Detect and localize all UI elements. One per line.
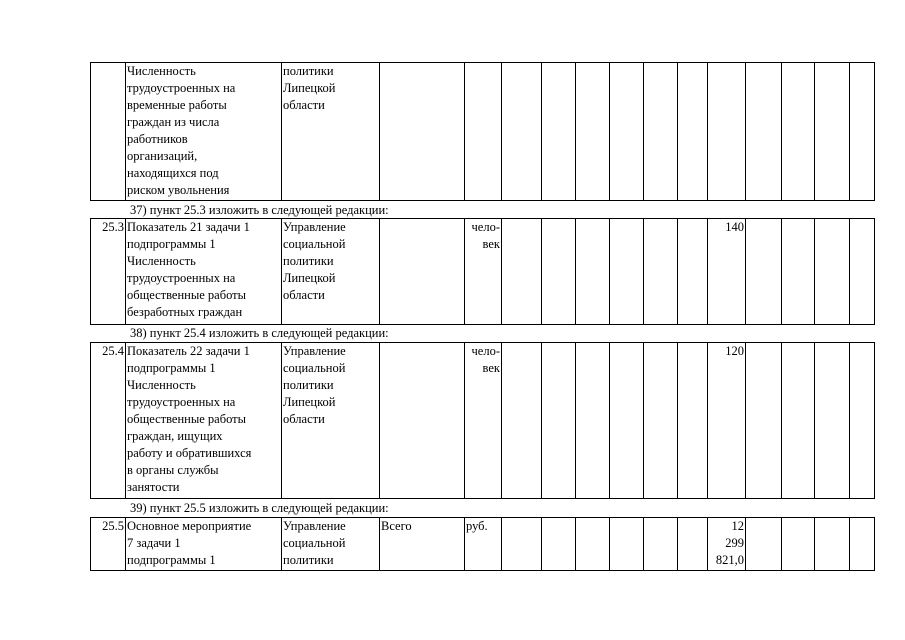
empty-cell [610,63,644,201]
empty-cell [850,219,875,325]
table-block-25-3 [90,218,875,325]
source-cell: Всего [380,518,465,571]
empty-cell [815,63,850,201]
empty-cell [576,63,610,201]
indicator-line: 7 задачи 1 [127,536,181,550]
empty-cell [678,518,708,571]
empty-cell [850,518,875,571]
unit-line: чело- [471,220,500,234]
indicator-line: подпрограммы 1 [127,237,216,251]
indicator-cell [126,219,282,325]
empty-cell [610,219,644,325]
empty-cell [644,518,678,571]
table-block-25-4 [90,342,875,499]
table-row [91,343,875,499]
indicator-line: занятости [127,480,180,494]
indicator-line: трудоустроенных на [127,271,236,285]
empty-cell [610,518,644,571]
table-row [91,219,875,325]
empty-cell [746,219,782,325]
responsible-line: области [283,288,325,302]
indicator-line: трудоустроенных на [127,395,236,409]
responsible-line: Липецкой [283,271,336,285]
row-number-cell [91,63,126,201]
empty-cell [815,343,850,499]
empty-cell [782,518,815,571]
amendment-note-39: 39) пункт 25.5 изложить в следующей редакции: [130,501,389,515]
source-cell [380,343,465,499]
value-cell: 120 [708,343,746,499]
value-cell: 140 [708,219,746,325]
empty-cell [502,63,542,201]
table-row [91,518,875,571]
indicator-line: находящихся под [127,166,219,180]
empty-cell [465,63,502,201]
indicator-line: Основное мероприятие [127,519,252,533]
empty-cell [644,219,678,325]
indicator-line: в органы службы [127,463,219,477]
indicator-line: подпрограммы 1 [127,361,216,375]
empty-cell [502,343,542,499]
empty-cell [746,518,782,571]
indicator-line: трудоустроенных на [127,81,236,95]
empty-cell [815,219,850,325]
empty-cell [678,343,708,499]
source-cell [380,219,465,325]
responsible-line: социальной [283,536,346,550]
empty-cell [502,518,542,571]
indicator-line: Численность [127,254,196,268]
indicator-line: работников [127,132,188,146]
unit-line: век [482,361,500,375]
row-number-cell: 25.5 [91,518,126,571]
indicator-line: общественные работы [127,412,247,426]
indicator-line: организаций, [127,149,198,163]
indicator-line: безработных граждан [127,305,243,319]
empty-cell [502,219,542,325]
indicator-line: Численность [127,378,196,392]
empty-cell [678,63,708,201]
unit-cell: руб. [465,518,502,571]
empty-cell [815,518,850,571]
empty-cell [542,343,576,499]
indicator-line: Показатель 21 задачи 1 [127,220,250,234]
empty-cell [746,343,782,499]
indicator-line: граждан, ищущих [127,429,223,443]
empty-cell [850,343,875,499]
unit-line: чело- [471,344,500,358]
empty-cell [576,343,610,499]
responsible-cell [282,518,380,571]
indicator-line: Показатель 22 задачи 1 [127,344,250,358]
responsible-line: политики [283,254,334,268]
responsible-line: Липецкой [283,81,336,95]
responsible-line: области [283,98,325,112]
indicator-cell [126,518,282,571]
empty-cell [542,63,576,201]
table-block-continuation [90,62,875,201]
amendment-note-38: 38) пункт 25.4 изложить в следующей редакции: [130,326,389,340]
indicator-line: работу и обратившихся [127,446,252,460]
indicator-line: общественные работы [127,288,247,302]
indicator-line: граждан из числа [127,115,220,129]
empty-cell [644,63,678,201]
unit-cell [465,343,502,499]
responsible-line: Управление [283,519,346,533]
responsible-cell [282,343,380,499]
indicator-cell [126,343,282,499]
empty-cell [708,63,746,201]
empty-cell [782,343,815,499]
responsible-line: политики [283,553,334,567]
value-line: 821,0 [715,553,744,567]
responsible-line: Липецкой [283,395,336,409]
row-number-cell: 25.3 [91,219,126,325]
responsible-line: политики [283,64,334,78]
value-line: 12 [731,519,744,533]
responsible-line: социальной [283,237,346,251]
unit-cell [465,219,502,325]
empty-cell [610,343,644,499]
empty-cell [542,219,576,325]
responsible-line: социальной [283,361,346,375]
indicator-line: временные работы [127,98,227,112]
value-line: 299 [725,536,744,550]
indicator-line: подпрограммы 1 [127,553,216,567]
responsible-line: Управление [283,344,346,358]
responsible-cell [282,63,380,201]
responsible-line: области [283,412,325,426]
empty-cell [782,219,815,325]
empty-cell [850,63,875,201]
row-number-cell: 25.4 [91,343,126,499]
empty-cell [782,63,815,201]
empty-cell [576,219,610,325]
table-block-25-5 [90,517,875,571]
empty-cell [380,63,465,201]
indicator-line: Численность [127,64,196,78]
responsible-line: политики [283,378,334,392]
amendment-note-37: 37) пункт 25.3 изложить в следующей редакции: [130,203,389,217]
responsible-line: Управление [283,220,346,234]
indicator-line: риском увольнения [127,183,230,197]
empty-cell [576,518,610,571]
indicator-cell [126,63,282,201]
empty-cell [746,63,782,201]
empty-cell [644,343,678,499]
empty-cell [678,219,708,325]
unit-line: век [482,237,500,251]
table-row [91,63,875,201]
responsible-cell [282,219,380,325]
empty-cell [542,518,576,571]
value-cell [708,518,746,571]
